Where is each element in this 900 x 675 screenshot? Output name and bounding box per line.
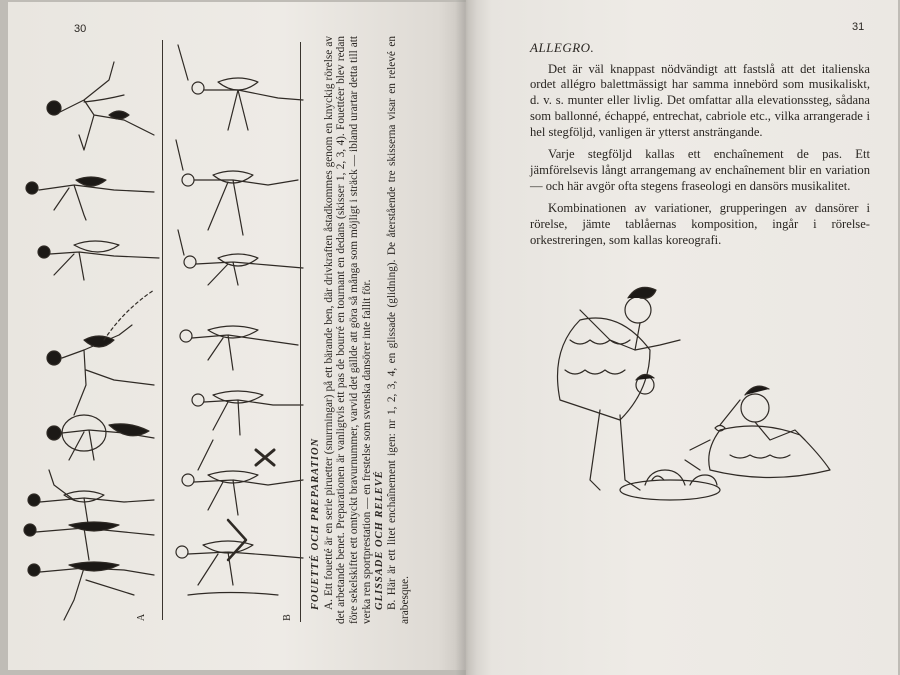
right-page-text — [530, 40, 870, 255]
figure-divider-b — [300, 42, 301, 622]
rotated-caption-text — [310, 36, 432, 624]
section-b-text: B. Här är ett litet enchaînement igen: nr 1, 2, 3, 4, en glissade (glidning). De återstående tre skisserna visar en relevé en arabesque. — [386, 36, 411, 624]
paragraph-2: Varje stegföljd kallas ett enchaînement de pas. Ett jämförelsevis långt arrangemang av enchaînement blir en variation — och här avgör ofta stegens fraseologi en dansörs musikalitet. — [530, 147, 870, 193]
page-number-right: 31 — [852, 21, 865, 33]
ballet-sketch-column-a — [14, 40, 174, 640]
tea-party-illustration — [540, 280, 840, 510]
paragraph-3: Kombinationen av variationer, grupperingen av dansörer i rörelse, jämte tablåernas komposition, ingår i rörelse-orkestreringen, som kallas koreografi. — [530, 201, 870, 247]
figure-divider-a — [162, 40, 163, 620]
paragraph-1: Det är väl knappast nödvändigt att fastslå att det italienska ordet allégro balettmässigt har samma innebörd som musikaliskt, d. v. s. munter eller livlig. Det omfattar alla elevationssteg, sådana som ballonné, échappé, entrechat, cabriole etc., vilka arrangerade i hel stegföljd, vanligen är ytterst ansträngande. — [530, 61, 870, 139]
figure-label-b: B — [281, 614, 293, 621]
allegro-heading: ALLEGRO. — [530, 40, 595, 55]
page-number-left: 30 — [74, 23, 87, 35]
section-a-text: A. Ett fouetté är en serie piruetter (snurrningar) på ett bärande ben, där drivkraften åstadkommes genom en knyckig rörelse av det arbetande benet. Preparationen är vanligtvis ett pas de bourré en tournant en dedans (skisser 1, 2, 3, 4). Fouettéer blev redan före sekelskiftet ett omtyckt bravurnummer, varvid det gällde att göra så många som möjligt i sträck — ibland urartar detta till att verka ren sportprestation — en frestelse som svenska dansörer inte fallit för. — [322, 36, 373, 624]
ballet-sketch-column-b — [168, 40, 313, 620]
figure-label-a: A — [136, 613, 148, 622]
section-b-heading: GLISSADE OCH RELEVÉ — [373, 470, 385, 610]
book-gutter — [455, 0, 477, 675]
section-a-heading: FOUETTÉ OCH PREPARATION — [310, 437, 321, 610]
